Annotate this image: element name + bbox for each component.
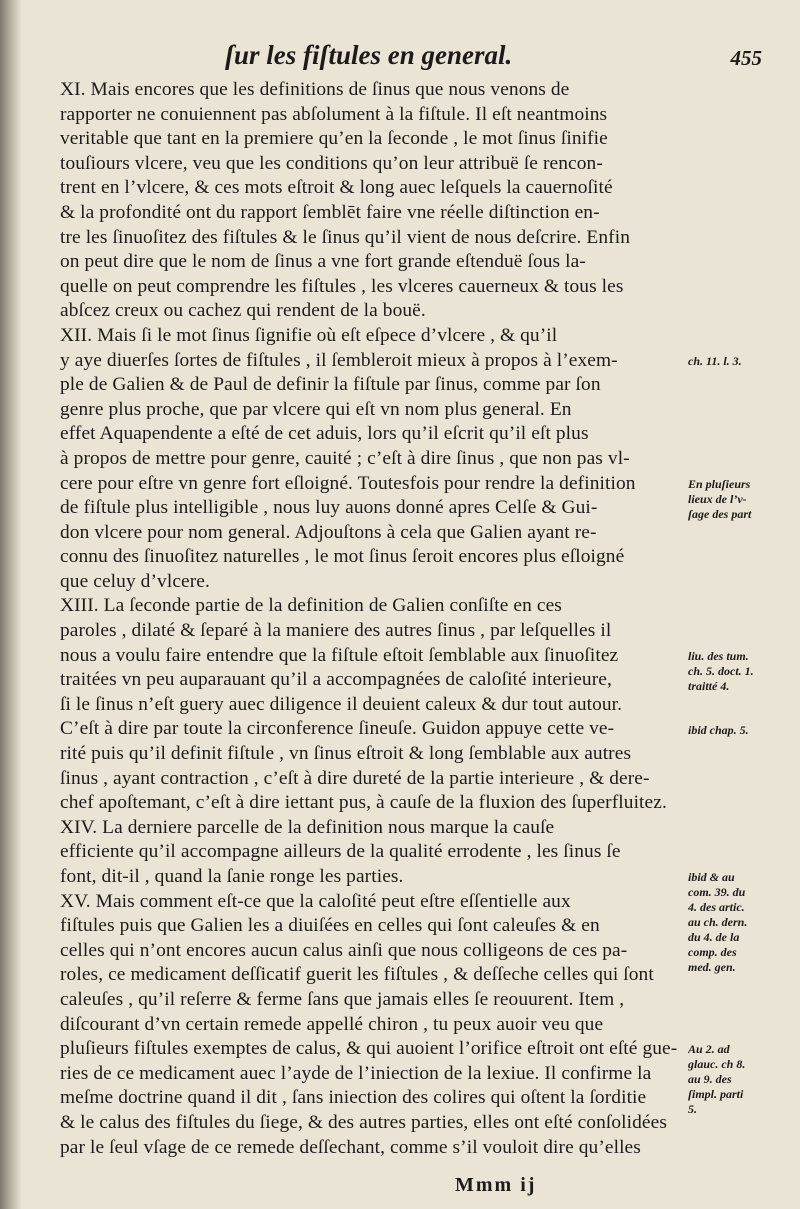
margin-note [688,649,796,694]
margin-note-line: ſage des part [688,506,752,521]
margin-note-line: au ch. dern. [688,915,748,930]
text-line: paroles , dilaté & ſeparé à la maniere des autres ſinus , par leſquelles il [60,620,612,642]
text-line: & le calus des fiſtules du ſiege, & des autres parties, elles ont eſté conſolidées [60,1111,667,1133]
text-line: chef apoſtemant, c’eſt à dire iettant pus, à cauſe de la fluxion des ſuperfluitez. [60,792,667,814]
page-number: 455 [730,46,762,70]
text-line: connu des ſinuoſitez naturelles , le mot ſinus ſeroit encores plus eſloigné [60,546,625,568]
text-line: XII. Mais ſi le mot ſinus ſignifie où eſt eſpece d’vlcere , & qu’il [60,324,558,346]
margin-note [688,870,796,975]
margin-note-line: En pluſieurs [688,476,751,491]
margin-note-line: 5. [688,1102,697,1117]
margin-note-line: ibid & au [688,870,735,885]
margin-note-line: au 9. des [688,1072,732,1087]
margin-note-line: lieux de l’v- [688,491,747,506]
text-line: fiſtules puis que Galien les a diuiſées en celles qui ſont caleuſes & en [60,915,600,937]
text-line: par le ſeul vſage de ce remede deſſechant, comme s’il vouloit dire qu’elles [60,1136,641,1158]
body-text [60,78,685,1160]
margin-note-line: comp. des [688,945,737,960]
text-line: don vlcere pour nom general. Adjouſtons à cela que Galien ayant re- [60,521,597,543]
text-line: ple de Galien & de Paul de definir la fiſtule par ſinus, comme par ſon [60,374,601,396]
margin-note-line: glauc. ch 8. [688,1057,746,1072]
text-line: quelle on peut comprendre les fiſtules , les vlceres cauerneux & tous les [60,275,624,297]
running-title: ſur les fiſtules en general. [225,40,513,70]
text-line: ſinus , ayant contraction , c’eſt à dire dureté de la partie interieure , & dere- [60,767,650,789]
text-line: à propos de mettre pour genre, cauité ; c’eſt à dire ſinus , que non pas vl- [60,447,630,469]
text-line: veritable que tant en la premiere qu’en la ſeconde , le mot ſinus ſinifie [60,128,608,150]
text-line: celles qui n’ont encores aucun calus ainſi que nous colligeons de ces pa- [60,939,628,961]
margin-note-line: ſimpl. parti [688,1087,744,1102]
text-line: genre plus proche, que par vlcere qui eſt vn nom plus general. En [60,398,572,420]
margin-note [688,477,796,522]
margin-note-line: 4. des artic. [688,900,745,915]
page-header [60,40,770,80]
text-line: caleuſes , qu’il reſerre & ferme ſans que jamais elles ſe reouurent. Item , [60,988,625,1010]
margin-note-line: Au 2. ad [688,1042,730,1057]
text-line: nous a voulu faire entendre que la fiſtule eſtoit ſemblable aux ſinuoſitez [60,644,619,666]
text-line: ſi le ſinus n’eſt guery auec diligence il deuient caleux & dur tout autour. [60,693,623,715]
margin-note [688,1042,796,1117]
text-line: font, dit-il , quand la ſanie ronge les parties. [60,866,404,887]
text-line: XI. Mais encores que les definitions de ſinus que nous venons de [60,79,570,100]
margin-note-line: du 4. de la [688,930,740,945]
text-line: XIV. La derniere parcelle de la definition nous marque la cauſe [60,816,555,838]
text-line: rapporter ne conuiennent pas abſolument à la fiſtule. Il eſt neantmoins [60,103,608,125]
text-line: XV. Mais comment eſt-ce que la caloſité peut eſtre eſſentielle aux [60,890,571,912]
text-line: que celuy d’vlcere. [60,570,210,592]
text-line: pluſieurs fiſtules exemptes de calus, & qui auoient l’orifice eſtroit ont eſté gue- [60,1038,678,1060]
margin-note-line: med. gen. [688,960,736,975]
margin-note-line: liu. des tum. [688,648,749,663]
margin-note-line: com. 39. du [688,885,746,900]
text-line: y aye diuerſes ſortes de fiſtules , il ſembleroit mieux à propos à l’exem- [60,349,618,371]
text-line: ries de ce medicament auec l’ayde de l’iniection de la lexiue. Il confirme la [60,1062,652,1084]
signature-mark: Mmm ij [455,1174,537,1196]
text-line: XIII. La ſeconde partie de la definition de Galien conſiſte en ces [60,595,562,617]
text-line: meſme doctrine quand il dit , ſans iniection des colires qui oſtent la ſorditie [60,1087,647,1109]
margin-note [688,723,796,738]
text-line: effet Aquapendente a eſté de cet aduis, lors qu’il eſcrit qu’il eſt plus [60,423,589,445]
text-line: cere pour eſtre vn genre fort eſloigné. Toutesfois pour rendre la definition [60,472,636,494]
text-line: C’eſt à dire par toute la circonference ſineuſe. Guidon appuye cette ve- [60,718,615,740]
text-line: trent en l’vlcere, & ces mots eſtroit & long auec leſquels la cauernoſité [60,177,613,199]
text-line: efficiente qu’il accompagne ailleurs de la qualité errodente , les ſinus ſe [60,841,621,863]
margin-note [688,354,796,369]
text-line: abſcez creux ou cachez qui rendent de la bouë. [60,300,426,322]
text-line: rité puis qu’il definit fiſtule , vn ſinus eſtroit & long ſemblable aux autres [60,743,632,765]
text-line: traitées vn peu auparauant qu’il a accompagnées de caloſité interieure, [60,669,612,691]
text-line: de fiſtule plus intelligible , nous luy auons donné apres Celſe & Gui- [60,497,598,519]
text-line: on peut dire que le nom de ſinus a vne fort grande eſtenduë ſous la- [60,251,586,273]
page-gutter-shadow [0,0,22,1209]
margin-note-line: ibid chap. 5. [688,722,749,737]
text-line: tre les ſinuoſitez des fiſtules & le ſinus qu’il vient de nous deſcrire. Enfin [60,226,630,248]
text-line: diſcourant d’vn certain remede appellé chiron , tu peux auoir veu que [60,1013,604,1035]
margin-note-line: traitté 4. [688,678,730,693]
text-line: roles, ce medicament deſſicatif guerit les fiſtules , & deſſeche celles qui ſont [60,964,654,986]
text-line: touſiours vlcere, veu que les conditions qu’on leur attribuë ſe rencon- [60,152,603,174]
margin-note-line: ch. 11. l. 3. [688,353,742,368]
margin-note-line: ch. 5. doct. 1. [688,663,754,678]
text-line: & la profondité ont du rapport ſemblēt faire vne réelle diſtinction en- [60,201,600,223]
